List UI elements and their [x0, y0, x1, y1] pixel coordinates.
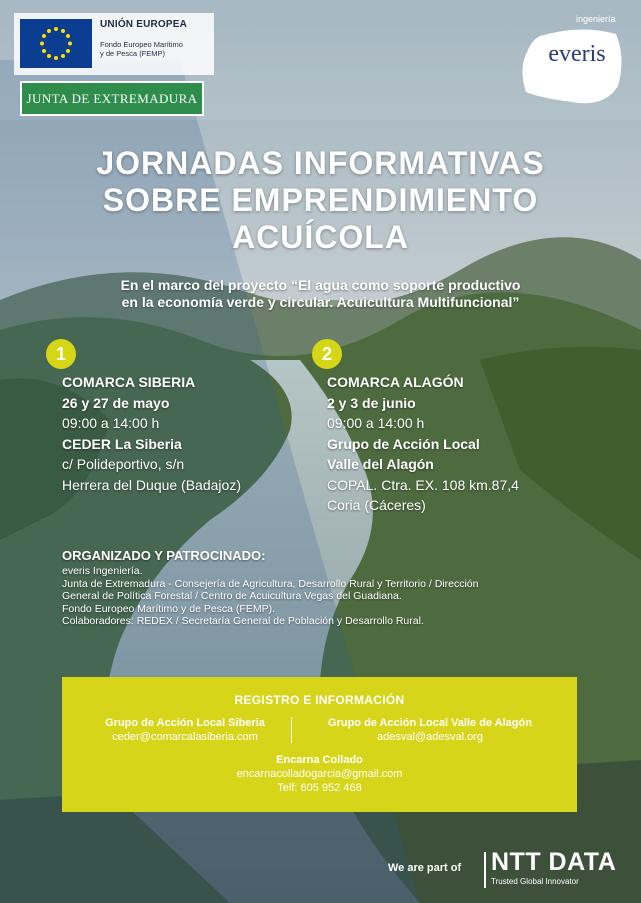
organizer-line: Fondo Europeo Marítimo y de Pesca (FEMP). [62, 602, 275, 615]
event-1-address-line-1: c/ Polideportivo, s/n [62, 456, 185, 472]
title-line-2: SOBRE EMPRENDIMIENTO [102, 182, 539, 218]
event-2-time: 09:00 a 14:00 h [327, 415, 425, 431]
project-subtitle [20, 277, 621, 311]
event-1-time: 09:00 a 14:00 h [62, 415, 160, 431]
event-1-region: COMARCA SIBERIA [62, 374, 196, 390]
registration-box [62, 677, 577, 812]
ingenieria-label: ingeniería [576, 14, 616, 24]
event-2-region: COMARCA ALAGÓN [327, 374, 464, 390]
ntt-logo-divider [484, 852, 486, 888]
organizer-line: everis Ingeniería. [62, 565, 143, 577]
organizer-line: Junta de Extremadura - Consejería de Agricultura, Desarrollo Rural y Territorio / Dirección [62, 577, 479, 590]
subtitle-line-1: En el marco del proyecto “El agua como soporte productivo [120, 277, 521, 293]
contact-phone[interactable]: Telf: 605 952 468 [277, 782, 362, 794]
organizers-heading: ORGANIZADO Y PATROCINADO: [62, 548, 266, 563]
organizers-section [62, 548, 602, 628]
we-are-part-of-label: We are part of [388, 862, 462, 874]
eu-fund-line-1: Fondo Europeo Marítimo [100, 40, 183, 49]
eu-logo-text [100, 19, 187, 58]
registration-heading: REGISTRO E INFORMACIÓN [234, 693, 405, 707]
registration-divider [291, 717, 292, 743]
eu-flag-icon [20, 19, 92, 68]
subtitle-line-2: en la economía verde y circular. Acuicultura Multifuncional” [121, 294, 520, 310]
event-2-details [327, 372, 597, 516]
contact-email-link[interactable]: encarnacolladogarcia@gmail.com [236, 768, 403, 780]
event-1-details [62, 372, 312, 495]
ntt-data-tagline: Trusted Global Innovator [491, 877, 579, 886]
event-2-address-line-2: Coria (Cáceres) [327, 497, 426, 513]
siberia-group-name: Grupo de Acción Local Siberia [105, 717, 265, 729]
event-2-number-badge: 2 [312, 339, 342, 369]
eu-fund-name [100, 40, 187, 58]
event-1-venue: CEDER La Siberia [62, 435, 182, 452]
alagon-group-name: Grupo de Acción Local Valle de Alagón [328, 717, 532, 729]
event-2-dates: 2 y 3 de junio [327, 394, 416, 411]
event-2-venue-line-2: Valle del Alagón [327, 456, 434, 472]
eu-fund-line-2: y de Pesca (FEMP) [100, 49, 166, 58]
siberia-email-link[interactable]: ceder@comarcalasiberia.com [112, 731, 258, 743]
event-2-address-line-1: COPAL. Ctra. EX. 108 km.87,4 [327, 476, 519, 493]
registration-contact-alagon [298, 716, 562, 744]
event-2-venue-line-1: Grupo de Acción Local [327, 435, 480, 452]
everis-logo-text: everis [548, 41, 606, 67]
contact-name: Encarna Collado [276, 754, 363, 766]
alagon-email-link[interactable]: adesval@adesval.org [377, 731, 483, 743]
registration-contact-person [62, 753, 577, 795]
junta-extremadura-logo: JUNTA DE EXTREMADURA [20, 81, 204, 116]
ntt-data-logo: NTT DATA [491, 848, 617, 876]
event-1-address-line-2: Herrera del Duque (Badajoz) [62, 476, 241, 493]
registration-contact-siberia [84, 716, 286, 744]
eu-title: UNIÓN EUROPEA [100, 19, 188, 30]
organizer-line: General de Política Forestal / Centro de Acuicultura Vegas del Guadiana. [62, 590, 402, 603]
organizer-line: Colaboradores: REDEX / Secretaría General de Población y Desarrollo Rural. [62, 615, 424, 628]
event-1-dates: 26 y 27 de mayo [62, 394, 170, 411]
event-1-number-badge: 1 [46, 339, 76, 369]
title-line-3: ACUÍCOLA [232, 219, 409, 255]
page-title [20, 145, 621, 256]
title-line-1: JORNADAS INFORMATIVAS [96, 145, 545, 181]
